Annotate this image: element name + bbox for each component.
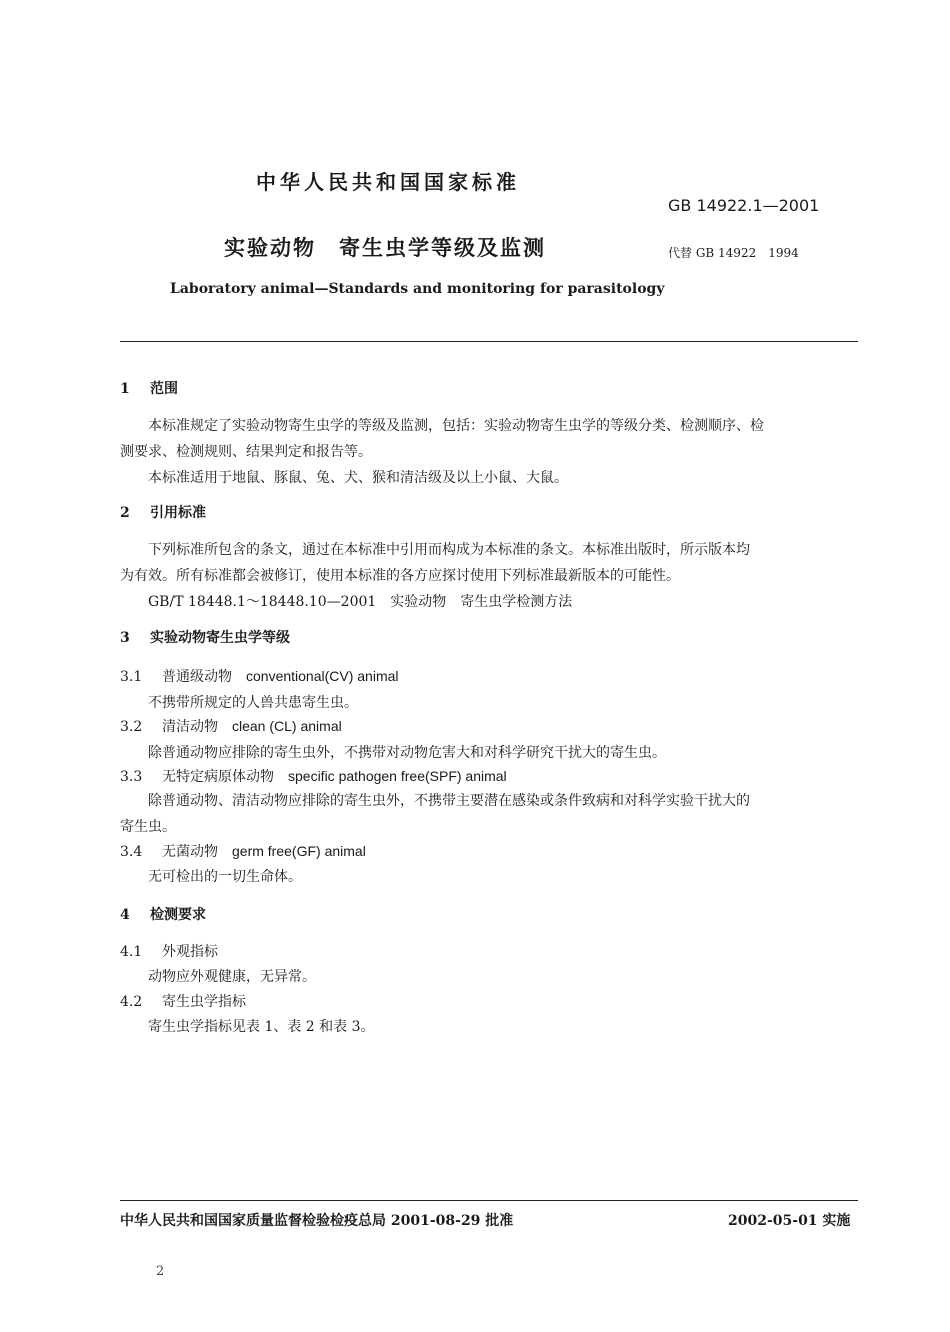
clause-3-3-text: 除普通动物、清洁动物应排除的寄生虫外，不携带主要潜在感染或条件致病和对科学实验干扰大的 寄生虫。 [120, 793, 750, 835]
approval-line: 中华人民共和国国家质量监督检验检疫总局 2001-08-29 批准 [120, 1213, 514, 1229]
section-2-paragraph: 下列标准所包含的条文，通过在本标准中引用而构成为本标准的条文。本标准出版时，所示版本均 为有效。所有标准都会被修订，使用本标准的各方应探讨使用下列标准最新版本的可能性。 [120, 542, 750, 584]
clause-3-2-text: 除普通动物应排除的寄生虫外，不携带对动物危害大和对科学研究干扰大的寄生虫。 [148, 745, 666, 761]
clause-3-4-heading: 3.4 无菌动物 germ free(GF) animal [120, 843, 366, 860]
clause-3-4-text: 无可检出的一切生命体。 [148, 869, 302, 885]
clause-3-3-heading: 3.3 无特定病原体动物 specific pathogen free(SPF) animal [120, 768, 507, 785]
clause-3-1-text: 不携带所规定的人兽共患寄生虫。 [148, 695, 358, 711]
section-1-paragraph-1: 本标准规定了实验动物寄生虫学的等级及监测，包括：实验动物寄生虫学的等级分类、检测顺序、检 测要求、检测规则、结果判定和报告等。 [120, 418, 764, 460]
national-standard-heading: 中华人民共和国国家标准 [256, 170, 520, 194]
section-1-heading: 1 范围 [120, 381, 178, 397]
replaces-note: 代替 GB 14922 1994 [668, 246, 799, 260]
footer-divider [120, 1200, 858, 1201]
clause-4-1-heading: 4.1 外观指标 [120, 944, 218, 960]
standard-code: GB 14922.1—2001 [668, 196, 820, 215]
clause-4-2-heading: 4.2 寄生虫学指标 [120, 994, 246, 1010]
document-title-cn: 实验动物 寄生虫学等级及监测 [224, 235, 546, 260]
clause-3-1-heading: 3.1 普通级动物 conventional(CV) animal [120, 668, 399, 685]
section-1-paragraph-2: 本标准适用于地鼠、豚鼠、兔、犬、猴和清洁级及以上小鼠、大鼠。 [148, 470, 568, 486]
clause-3-2-heading: 3.2 清洁动物 clean (CL) animal [120, 718, 342, 735]
clause-4-1-text: 动物应外观健康，无异常。 [148, 969, 316, 985]
implementation-date: 2002-05-01 实施 [728, 1213, 851, 1229]
section-4-heading: 4 检测要求 [120, 907, 206, 923]
header-divider [120, 341, 858, 342]
section-2-heading: 2 引用标准 [120, 505, 206, 521]
section-3-heading: 3 实验动物寄生虫学等级 [120, 630, 290, 646]
normative-reference: GB/T 18448.1～18448.10—2001 实验动物 寄生虫学检测方法 [148, 594, 573, 610]
page-number: 2 [156, 1264, 165, 1279]
document-title-en: Laboratory animal—Standards and monitoring for parasitology [170, 281, 665, 297]
clause-4-2-text: 寄生虫学指标见表 1、表 2 和表 3。 [148, 1019, 375, 1035]
